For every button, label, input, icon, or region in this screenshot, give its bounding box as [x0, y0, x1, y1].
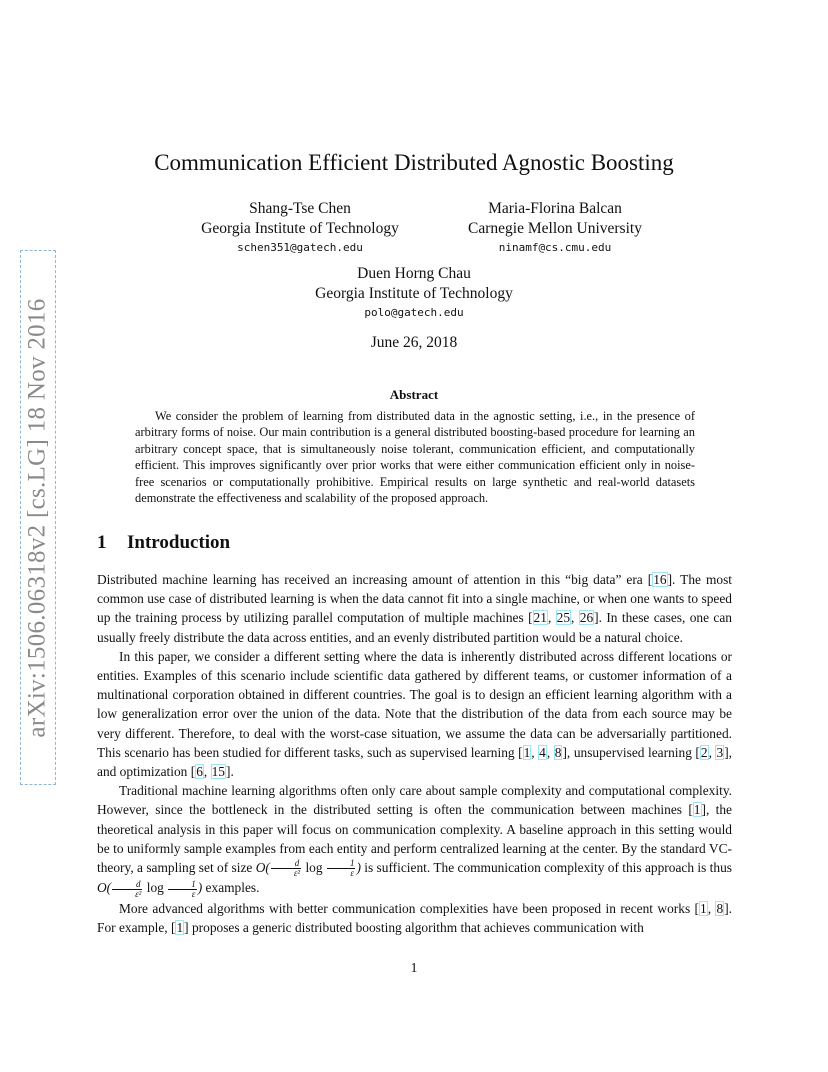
- citation-link[interactable]: 16: [653, 572, 667, 587]
- arxiv-identifier-stamp: [20, 250, 56, 785]
- citation-link[interactable]: 2: [700, 744, 708, 760]
- citation-link[interactable]: 4: [539, 744, 546, 760]
- fraction: $\frac{d}{\text{ε²}}$: [271, 859, 301, 878]
- citation-link[interactable]: 1: [700, 900, 707, 916]
- author-name: Duen Horng Chau: [357, 265, 471, 282]
- author-email: schen351@gatech.edu: [237, 241, 363, 254]
- paper-date: June 26, 2018: [370, 334, 458, 351]
- section-number: 1: [97, 532, 107, 553]
- author-affiliation: Georgia Institute of Technology: [315, 285, 513, 302]
- citation-link[interactable]: 1: [693, 802, 701, 818]
- citation-link[interactable]: 21: [533, 610, 547, 626]
- section-title: Introduction: [127, 532, 231, 553]
- paragraph: Distributed machine learning has received an increasing amount of attention in this “big data” era [16]. The most common use case of distributed learning is when the data cannot fit into a single machine, or when one wants to speed up the training process by utilizing parallel computation of multiple machines [21, 25, 26]. In these cases, one can usually freely distribute the data across entities, and an evenly distributed partition would be a natural choice.: [97, 572, 732, 645]
- fraction: $\frac{1}{\varepsilon}$: [327, 859, 356, 878]
- citation-link[interactable]: 1: [523, 744, 531, 760]
- section-heading: [97, 532, 230, 554]
- author-affiliation: Carnegie Mellon University: [468, 220, 642, 237]
- citation-link[interactable]: 8: [716, 900, 724, 916]
- author-block: [300, 264, 528, 322]
- communication-complexity-formula: O( $\frac{d}{\text{ε²}}$ log $\frac{1}{\varepsilon}$ ): [97, 878, 203, 899]
- paragraph: Traditional machine learning algorithms often only care about sample complexity and computational complexity. However, since the bottleneck in the distributed setting is often the communication between machines [1], the theoretical analysis in this paper will focus on communication complexity. A baseline approach in this setting would be to uniformly sample examples from each entity and perform centralized learning at the center. By the standard VC-theory, a sampling set of size O( $\frac{d}{\text{ε²}}$ log $\frac{1}{\varepsilon}$ ) is sufficient. The communication complexity of this approach is thus O( $\frac{d}{\text{ε²}}$ log $\frac{1}{\varepsilon}$ ) examples.: [97, 783, 733, 899]
- paragraph: In this paper, we consider a different setting where the data is inherently distributed across different locations or entities. Examples of this scenario include scientific data gathered by different teams, or customer information of a multinational corporation obtained in different countries. The goal is to design an efficient learning algorithm with a low generalization error over the union of the data. Note that the distribution of the data from each source may be very different. Therefore, to deal with the worst-case situation, we assume the data can be adversarially partitioned. This scenario has been studied for different tasks, such as supervised learning [1, 4, 8], unsupervised learning [2, 3], and optimization [6, 15].: [97, 648, 732, 780]
- citation-link[interactable]: 3: [716, 744, 724, 760]
- citation-link[interactable]: 6: [196, 764, 203, 780]
- fraction: $\frac{1}{\varepsilon}$: [168, 880, 197, 899]
- author-block: [440, 199, 670, 257]
- author-name: Shang-Tse Chen: [249, 200, 351, 217]
- fraction: $\frac{d}{\text{ε²}}$: [112, 880, 142, 899]
- citation-link[interactable]: 1: [176, 920, 184, 936]
- citation-link[interactable]: 25: [556, 610, 571, 626]
- page-number: 1: [410, 961, 418, 976]
- author-affiliation: Georgia Institute of Technology: [201, 220, 399, 237]
- author-email: ninamf@cs.cmu.edu: [498, 241, 612, 254]
- citation-link[interactable]: 15: [211, 764, 225, 780]
- arxiv-identifier-text: arXiv:1506.06318v2 [cs.LG] 18 Nov 2016: [24, 297, 51, 738]
- paper-title: Communication Efficient Distributed Agnostic Boosting: [154, 150, 674, 175]
- citation-link[interactable]: 8: [554, 744, 562, 760]
- abstract-text: We consider the problem of learning from distributed data in the agnostic setting, i.e., in the presence of arbitrary forms of noise. Our main contribution is a general distributed boosting-based procedure for learning an arbitrary concept space, that is simultaneously noise tolerant, communication efficient, and computationally efficient. This improves significantly over prior works that were either communication efficient only in noise-free scenarios or computationally prohibitive. Empirical results on large synthetic and real-world datasets demonstrate the effectiveness and scalability of the proposed approach.: [135, 409, 695, 506]
- author-name: Maria-Florina Balcan: [488, 200, 622, 217]
- abstract-heading: Abstract: [389, 387, 439, 402]
- citation-link[interactable]: 26: [579, 610, 594, 626]
- author-block: [190, 199, 410, 257]
- body-text: [97, 570, 732, 937]
- sample-complexity-formula: O( $\frac{d}{\text{ε²}}$ log $\frac{1}{\varepsilon}$ ): [255, 858, 361, 879]
- author-email: polo@gatech.edu: [364, 306, 464, 319]
- paragraph: More advanced algorithms with better communication complexities have been proposed in recent works [1, 8]. For example, [1] proposes a generic distributed boosting algorithm that achieves communication with: [97, 900, 732, 936]
